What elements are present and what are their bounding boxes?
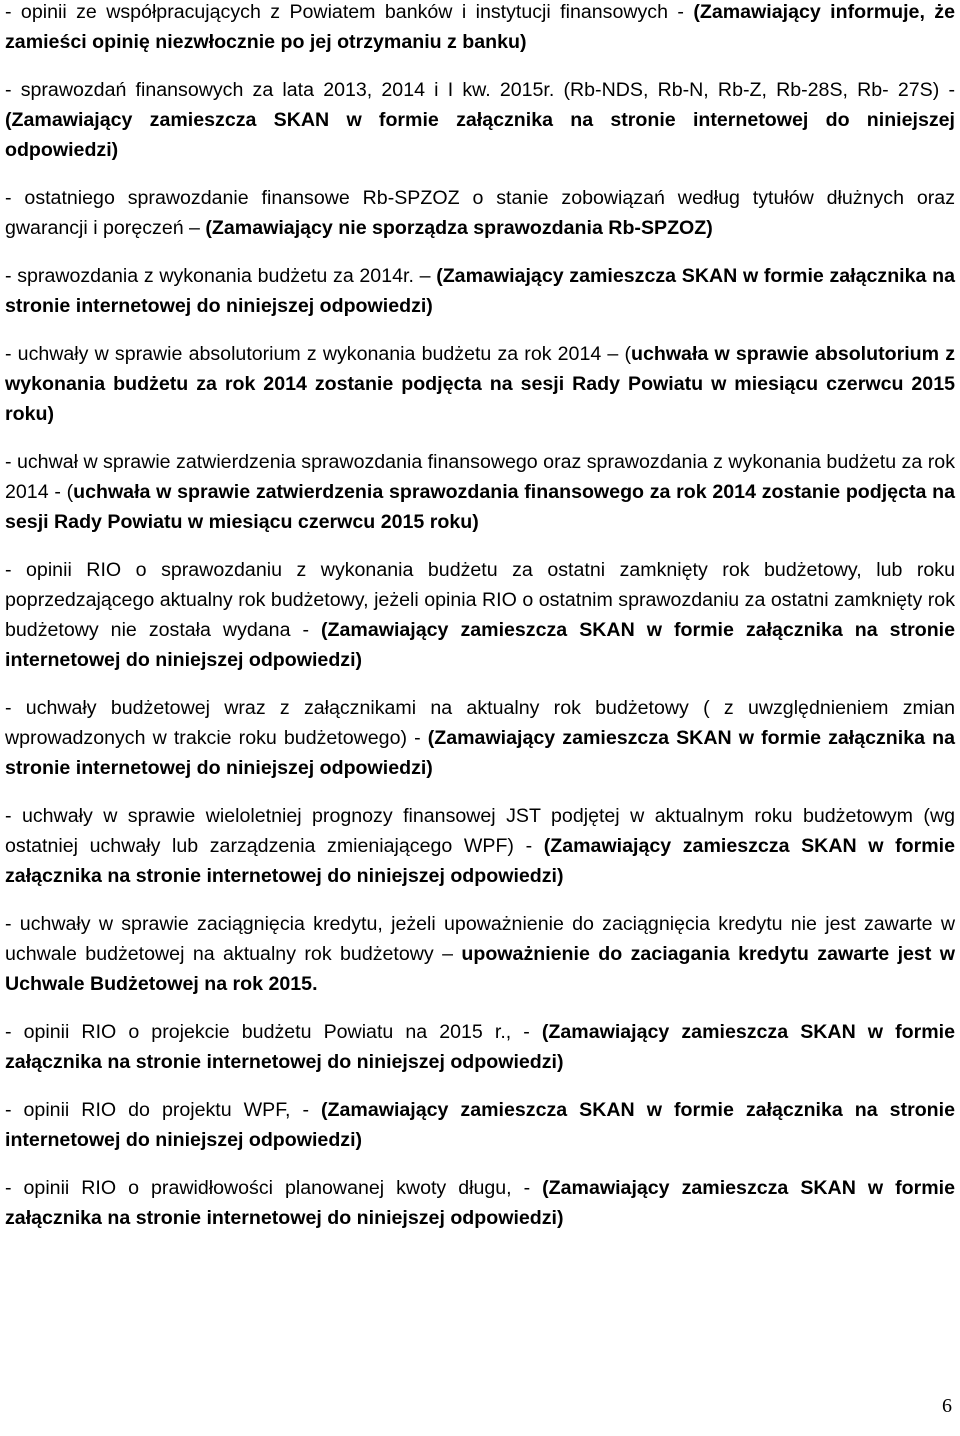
paragraph-text: - opinii RIO o sprawozdaniu z wykonania budżetu za ostatni zamknięty rok budżetowy, lub roku poprzedzającego aktualny rok budżetowy, jeżeli opinia RIO o ostatnim sprawozdaniu za ostatni zamknięty rok budżetowy nie została wydana -	[5, 559, 955, 641]
paragraph-text: - sprawozdania z wykonania budżetu za 2014r. –	[5, 265, 437, 287]
paragraph-answer: (Zamawiający zamieszcza SKAN w formie załącznika na stronie internetowej do niniejszej odpowiedzi)	[5, 1099, 955, 1151]
paragraph-text: - uchwały budżetowej wraz z załącznikami na aktualny rok budżetowy ( z uwzględnieniem zmian wprowadzonych w trakcie roku budżetowego) -	[5, 697, 955, 749]
paragraph-wpf-resolution	[5, 801, 955, 891]
paragraph-answer: upoważnienie do zaciagania kredytu zawarte jest w Uchwale Budżetowej na rok 2015.	[5, 943, 955, 995]
paragraph-text: - opinii RIO o projekcie budżetu Powiatu na 2015 r., -	[5, 1021, 542, 1043]
paragraph-text: - ostatniego sprawozdanie finansowe Rb-SPZOZ o stanie zobowiązań według tytułów dłużnych oraz gwarancji i poręczeń –	[5, 187, 955, 239]
page-number: 6	[942, 1395, 952, 1417]
paragraph-rb-spzoz	[5, 183, 955, 243]
paragraph-answer: uchwała w sprawie absolutorium z wykonania budżetu za rok 2014 zostanie podjęcta na sesji Rady Powiatu w miesiącu czerwcu 2015 roku)	[5, 343, 955, 425]
paragraph-budget-execution	[5, 261, 955, 321]
paragraph-answer: (Zamawiający zamieszcza SKAN w formie załącznika na stronie internetowej do niniejszej odpowiedzi)	[5, 109, 955, 161]
paragraph-text: - uchwały w sprawie absolutorium z wykonania budżetu za rok 2014 – (	[5, 343, 631, 365]
paragraph-answer: (Zamawiający zamieszcza SKAN w formie załącznika na stronie internetowej do niniejszej odpowiedzi)	[5, 619, 956, 671]
paragraph-answer: (Zamawiający informuje, że zamieści opinię niezwłocznie po jej otrzymaniu z banku)	[5, 1, 955, 53]
paragraph-financial-reports	[5, 75, 955, 165]
paragraph-answer: (Zamawiający zamieszcza SKAN w formie załącznika na stronie internetowej do niniejszej odpowiedzi)	[5, 727, 955, 779]
paragraph-answer: (Zamawiający nie sporządza sprawozdania Rb-SPZOZ)	[205, 217, 713, 239]
document-page	[5, 0, 955, 1251]
paragraph-text: - uchwały w sprawie wieloletniej prognozy finansowej JST podjętej w aktualnym roku budżetowym (wg ostatniej uchwały lub zarządzenia zmieniającego WPF) -	[5, 805, 955, 857]
paragraph-rio-budget-draft	[5, 1017, 955, 1077]
paragraph-rio-debt	[5, 1173, 955, 1233]
paragraph-text: - uchwały w sprawie zaciągnięcia kredytu, jeżeli upoważnienie do zaciągnięcia kredytu nie jest zawarte w uchwale budżetowej na aktualny rok budżetowy –	[5, 913, 955, 965]
paragraph-text: - opinii RIO o prawidłowości planowanej kwoty długu, -	[5, 1177, 543, 1199]
paragraph-text: - opinii RIO do projektu WPF, -	[5, 1099, 321, 1121]
paragraph-answer: (Zamawiający zamieszcza SKAN w formie załącznika na stronie internetowej do niniejszej odpowiedzi)	[5, 265, 955, 317]
paragraph-rio-wpf-draft	[5, 1095, 955, 1155]
paragraph-text: - opinii ze współpracujących z Powiatem banków i instytucji finansowych -	[5, 1, 694, 23]
paragraph-text: - uchwał w sprawie zatwierdzenia sprawozdania finansowego oraz sprawozdania z wykonania budżetu za rok 2014 - (	[5, 451, 955, 503]
paragraph-answer: (Zamawiający zamieszcza SKAN w formie załącznika na stronie internetowej do niniejszej odpowiedzi)	[5, 1021, 955, 1073]
paragraph-answer: (Zamawiający zamieszcza SKAN w formie załącznika na stronie internetowej do niniejszej odpowiedzi)	[5, 1177, 955, 1229]
paragraph-rio-opinion-report	[5, 555, 955, 675]
paragraph-absolutorium	[5, 339, 955, 429]
paragraph-bank-opinions	[5, 0, 955, 57]
paragraph-answer: uchwała w sprawie zatwierdzenia sprawozdania finansowego za rok 2014 zostanie podjęcta na sesji Rady Powiatu w miesiącu czerwcu 2015 roku)	[5, 481, 955, 533]
paragraph-answer: (Zamawiający zamieszcza SKAN w formie załącznika na stronie internetowej do niniejszej odpowiedzi)	[5, 835, 955, 887]
paragraph-credit-resolution	[5, 909, 955, 999]
paragraph-text: - sprawozdań finansowych za lata 2013, 2014 i I kw. 2015r. (Rb-NDS, Rb-N, Rb-Z, Rb-28S, Rb- 27S) -	[5, 79, 955, 101]
paragraph-budget-resolution	[5, 693, 955, 783]
paragraph-approval-resolution	[5, 447, 955, 537]
